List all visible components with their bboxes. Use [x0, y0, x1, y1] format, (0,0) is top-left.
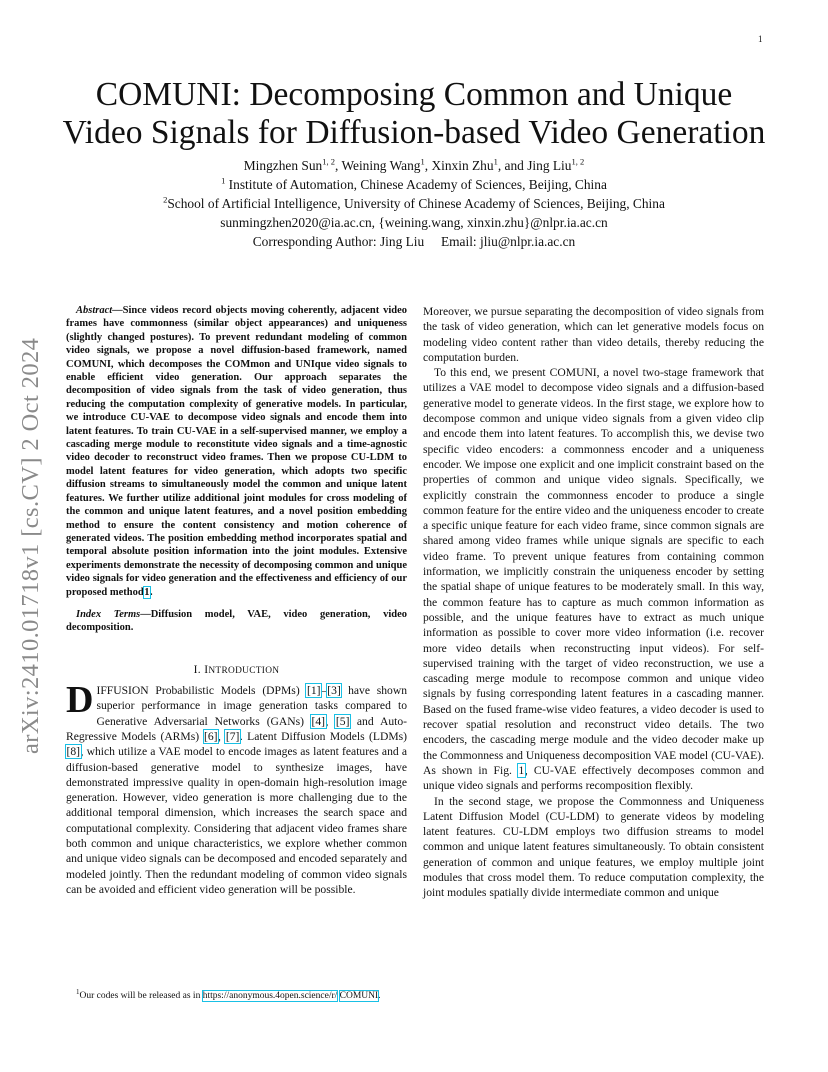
- corresponding-author: Corresponding Author: Jing Liu Email: jliu@nlpr.ia.ac.cn: [252, 234, 576, 249]
- page-number: 1: [758, 34, 763, 44]
- drop-cap: D: [66, 679, 94, 722]
- right-paragraph-1: Moreover, we pursue separating the decomposition of video signals from the task of video generation, which can let generative models focus on modeling video content rather than video details, thereby reducing the computation burden.: [423, 305, 764, 364]
- citation-link[interactable]: [5]: [335, 714, 350, 728]
- affiliation-1: $^1$ Institute of Automation, Chinese Academy of Sciences, Beijing, China: [221, 175, 607, 192]
- paper-title: [40, 76, 788, 152]
- figure-ref-link[interactable]: 1: [518, 763, 525, 777]
- abstract: Abstract—Since videos record objects moving coherently, adjacent video frames have commonness (similar object appearances) and uniqueness (slightly changed postures). To prevent redundant modeling of common video signals, we propose a novel diffusion-based framework, named COMUNI, which decomposes the COMmon and UNIque video signals to enable efficient video generation. Our approach separates the decomposition of video signals from the task of video generation, thus reducing the computation complexity of generative models. In particular, we introduce CU-VAE to decompose video signals and encode them into latent features. To train CU-VAE in a self-supervised manner, we employ a cascading merge module to reconstitute video signals and a time-agnostic video decoder to reconstruct video frames. Then we propose CU-LDM to model latent features for video generation, which adopts two specific diffusion streams to simultaneously model the common and unique latent features. We further utilize additional joint modules for cross modeling of the common and unique latent features, and a novel position embedding method to ensure the content consistency and motion coherence of generated videos. The position embedding method incorporates spatial and temporal absolute position information into the joint modules. Extensive experiments demonstrate the necessity of decomposing common and unique video signals for video generation and the effectiveness and efficiency of our proposed method1.: [66, 305, 407, 598]
- right-column: [423, 304, 764, 901]
- footnote: $^1$Our codes will be released as in https://anonymous.4open.science/r/ COMUNI.: [76, 988, 381, 1002]
- author-emails: sunmingzhen2020@ia.ac.cn, {weining.wang, xinxin.zhu}@nlpr.ia.ac.cn: [220, 215, 608, 230]
- index-terms-label: Index Terms: [76, 608, 141, 620]
- footnote-ref-1[interactable]: 1: [144, 586, 150, 598]
- citation-link[interactable]: [1]: [306, 684, 321, 698]
- footnote-url-link[interactable]: https://anonymous.4open.science/r/: [202, 991, 338, 1002]
- citation-link[interactable]: [4]: [311, 714, 326, 728]
- author-list: Mingzhen Sun$^{1, 2}$, Weining Wang$^1$, Xinxin Zhu$^1$, and Jing Liu$^{1, 2}$: [243, 156, 585, 173]
- footnote-url-link-cont[interactable]: COMUNI: [339, 991, 379, 1002]
- citation-link[interactable]: [3]: [327, 684, 341, 698]
- section-heading-introduction: I. INTRODUCTION: [193, 662, 280, 676]
- citation-link[interactable]: [6]: [204, 729, 218, 743]
- intro-paragraph: DIFFUSION Probabilistic Models (DPMs) [1]–[3] have shown superior performance in image generation tasks compared to Generative Adversarial Networks (GANs) [4], [5] and Auto-Regressive Models (ARMs) [6], [7]. Latent Diffusion Models (LDMs) [8], which utilize a VAE model to encode images as latent features and a diffusion-based generative model to synthesize images, have demonstrated impressive quality in open-domain high-resolution image generation. However, video generation is more challenging due to the additional temporal dimension, which increases the search space and computational complexity. Considering that adjacent video frames share both common and unique characteristics, we explore whether common and unique video signals can be decomposed and encoded separately and modeled jointly. Then the redundant modeling of common video signals can be avoided and efficient video generation will be possible.: [66, 679, 407, 896]
- citation-link[interactable]: [7]: [225, 729, 240, 743]
- title-line-2: Video Signals for Diffusion-based Video Generation: [62, 114, 766, 151]
- abstract-label: Abstract: [76, 305, 113, 316]
- arxiv-stamp: arXiv:2410.01718v1 [cs.CV] 2 Oct 2024: [17, 337, 44, 754]
- index-terms: Index Terms—Diffusion model, VAE, video generation, video decomposition.: [66, 608, 407, 634]
- left-column: [66, 304, 407, 897]
- affiliation-2: $^2$School of Artificial Intelligence, University of Chinese Academy of Sciences, Beijing, China: [163, 194, 665, 211]
- right-paragraph-2: To this end, we present COMUNI, a novel two-stage framework that utilizes a VAE model to decompose video signals and a diffusion-based generative model to generate videos. In the first stage, we explore how to decompose common and unique video signals from a given video clip and encode them into latent features. To accomplish this, we devise two specific video encoders: a commonness encoder and a uniqueness encoder. We impose one explicit and one implicit constraint based on the properties of common and unique video signals. Specifically, we explicitly constrain the commonness encoder to produce a single common feature for the entire video and the uniqueness encoder to create a specific unique feature for each video frame, since common signals are shared among video frames while unique signals are specific to each video frame. To prevent unique features from containing common information, we implicitly constrain the uniqueness encoder by setting the spatial shape of unique features to be moderately small. In this way, the common feature has to capture as much common information as possible, and the unique features have to extract as much unique information as possible to cover more video information (i.e. recover more video details when reconstructing input videos). For self-supervised training with the target of video reconstruction, we use a cascading merge module to recompose common and unique video signals by fusing corresponding latent features in a cascading manner. Based on the fused frame-wise video features, a video decoder is used to recover spatial resolution and reconstruct video details. The two encoders, the cascading merge module and the video decoder make up the Commonness and Uniqueness decomposition VAE model (CU-VAE). As shown in Fig. 1, CU-VAE effectively decomposes common and unique video signals and performs recomposition flexibly.: [423, 366, 764, 793]
- author-block: [40, 156, 788, 251]
- right-paragraph-3: In the second stage, we propose the Commonness and Uniqueness Latent Diffusion Model (CU-LDM) to generate videos by modeling latent features. CU-LDM employs two diffusion streams to model common and unique latent features simultaneously. To obtain consistent generation of common and unique features, we employ multiple joint modules that cross model them. To reduce computation complexity, the joint modules spatially divide intermediate common and unique: [423, 794, 764, 900]
- citation-link[interactable]: [8]: [66, 745, 81, 759]
- title-line-1: COMUNI: Decomposing Common and Unique: [95, 76, 733, 113]
